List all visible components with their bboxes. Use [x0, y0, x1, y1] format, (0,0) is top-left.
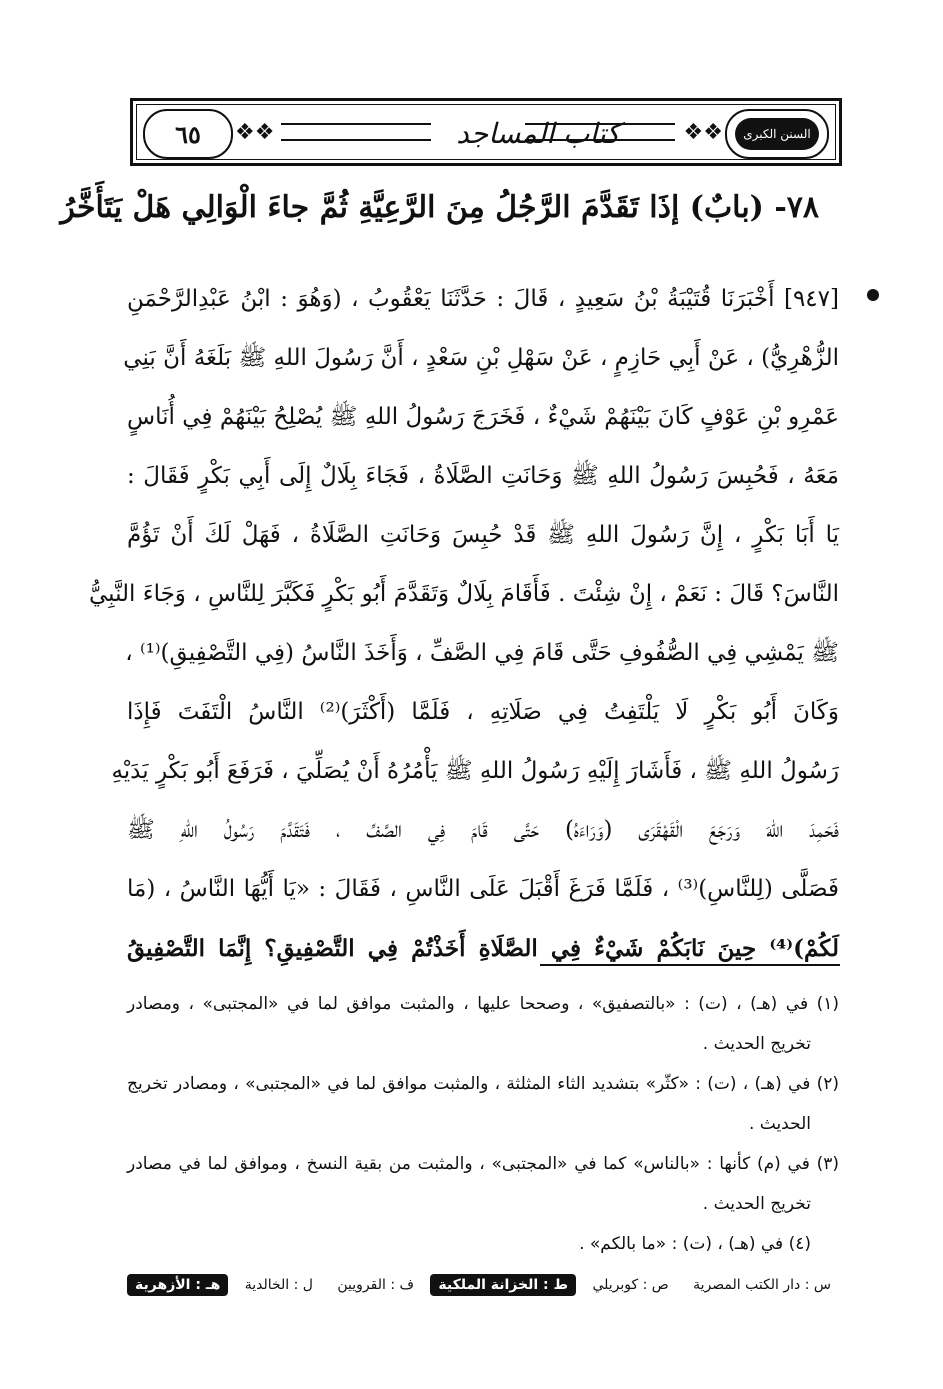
text-line: الزُّهْرِيُّ) ، عَنْ أَبِي حَازِمٍ ، عَنْ سَهْلِ بْنِ سَعْدٍ ، أَنَّ رَسُولَ اللهِ ﷺ بَلَغَهُ أَنَّ بَنِي	[123, 345, 839, 371]
header-ornament-bar	[281, 123, 431, 141]
footnote-divider	[540, 964, 840, 966]
text-line: [٩٤٧] أَخْبَرَنَا قُتَيْبَةُ بْنُ سَعِيدٍ ، قَالَ : حَدَّثَنَا يَعْقُوبُ ، (وَهُوَ : ابْنُ عَبْدِالرَّحْمَنِ	[127, 286, 839, 312]
page-header-frame	[130, 98, 842, 166]
legend-item-highlighted: هـ : الأزهرية	[127, 1274, 228, 1296]
legend-item: ف : القرويين	[337, 1277, 415, 1293]
footnote-1-cont: تخريج الحديث .	[702, 1034, 811, 1054]
text-line: لَكُمْ)⁽⁴⁾ حِينَ نَابَكُمْ شَيْءٌ فِي الصَّلَاةِ أَخَذْتُمْ فِي التَّصْفِيقِ؟ إِنَّمَا التَّصْفِيقُ	[127, 935, 839, 962]
hadith-text	[89, 270, 839, 978]
bullet-icon	[867, 289, 879, 301]
page-number: ٦٥	[143, 109, 233, 159]
section-title: كتاب المساجد	[456, 116, 620, 150]
text-line: فَحَمِدَ اللهَ وَرَجَعَ الْقَهْقَرَى (وَرَاءَهُ) حَتَّى قَامَ فِي الصَّفِّ ، فَتَقَدَّمَ رَسُولُ اللهِ ﷺ	[127, 817, 839, 843]
text-line: وَكَانَ أَبُو بَكْرٍ لَا يَلْتَفِتُ فِي صَلَاتِهِ ، فَلَمَّا (أَكْثَرَ)⁽²⁾ النَّاسُ الْتَفَتَ فَإِذَا	[127, 699, 839, 725]
footnote-2-cont: الحديث .	[748, 1114, 811, 1134]
collection-logo-label: السنن الكبرى	[735, 118, 819, 150]
text-line: رَسُولُ اللهِ ﷺ ، فَأَشَارَ إِلَيْهِ رَسُولُ اللهِ ﷺ يَأْمُرُهُ أَنْ يُصَلِّيَ ، فَرَفَعَ أَبُو بَكْرٍ يَدَيْهِ	[111, 758, 839, 784]
text-line: مَعَهُ ، فَحُبِسَ رَسُولُ اللهِ ﷺ وَحَانَتِ الصَّلَاةُ ، فَجَاءَ بِلَالٌ إِلَى أَبِي بَكْرٍ فَقَالَ :	[127, 463, 839, 489]
legend-item: ص : كوبريلي	[592, 1277, 669, 1293]
footnote-2: (٢) في (هـ) ، (ت) : «كثّر» بتشديد الثاء المثلثة ، والمثبت موافق لما في «المجتبى» ، ومصادر تخريج	[127, 1074, 839, 1094]
footnotes	[127, 984, 839, 1264]
footnote-3-cont: تخريج الحديث .	[702, 1194, 811, 1214]
legend-item: ل : الخالدية	[244, 1277, 313, 1293]
text-line: النَّاسَ؟ قَالَ : نَعَمْ ، إِنْ شِئْتَ . فَأَقَامَ بِلَالٌ وَتَقَدَّمَ أَبُو بَكْرٍ فَكَبَّرَ لِلنَّاسِ ، وَجَاءَ النَّبِيُّ	[89, 581, 839, 607]
text-line: يَا أَبَا بَكْرٍ ، إِنَّ رَسُولَ اللهِ ﷺ قَدْ حُبِسَ وَحَانَتِ الصَّلَاةُ ، فَهَلْ لَكَ أَنْ تَؤُمَّ	[127, 522, 839, 548]
footnote-1: (١) في (هـ) ، (ت) : «بالتصفيق» ، وصححا عليها ، والمثبت موافق لما في «المجتبى» ، ومصادر	[127, 994, 839, 1014]
text-line: عَمْرِو بْنِ عَوْفٍ كَانَ بَيْنَهُمْ شَيْءٌ ، فَخَرَجَ رَسُولُ اللهِ ﷺ يُصْلِحُ بَيْنَهُمْ فِي أُنَاسٍ	[127, 404, 839, 430]
footnote-4: (٤) في (هـ) ، (ت) : «ما بالكم» .	[579, 1234, 811, 1254]
footnote-3: (٣) في (م) كأنها : «بالناس» كما في «المجتبى» ، والمثبت من بقية النسخ ، وموافق لما في مصادر	[127, 1154, 839, 1174]
ornament-icon: ❖❖	[235, 119, 275, 145]
collection-logo	[725, 109, 829, 159]
text-line: ﷺ يَمْشِي فِي الصُّفُوفِ حَتَّى قَامَ فِي الصَّفِّ ، وَأَخَذَ النَّاسُ (فِي التَّصْفِيقِ)⁽¹⁾ ،	[125, 640, 839, 666]
legend-item: س : دار الكتب المصرية	[693, 1277, 831, 1293]
chapter-heading: ٧٨- (بابٌ) إذَا تَقَدَّمَ الرَّجُلُ مِنَ الرَّعِيَّةِ ثُمَّ جاءَ الْوَالِي هَلْ يَتَأَخَّرُ	[60, 190, 819, 225]
legend-item-highlighted: ط : الخزانة الملكية	[430, 1274, 576, 1296]
text-line: فَصَلَّى (لِلنَّاسِ)⁽³⁾ ، فَلَمَّا فَرَغَ أَقْبَلَ عَلَى النَّاسِ ، فَقَالَ : «يَا أَيُّهَا النَّاسُ ، (مَا	[127, 876, 839, 902]
manuscript-legend	[127, 1270, 839, 1300]
ornament-icon: ❖❖	[683, 119, 723, 145]
